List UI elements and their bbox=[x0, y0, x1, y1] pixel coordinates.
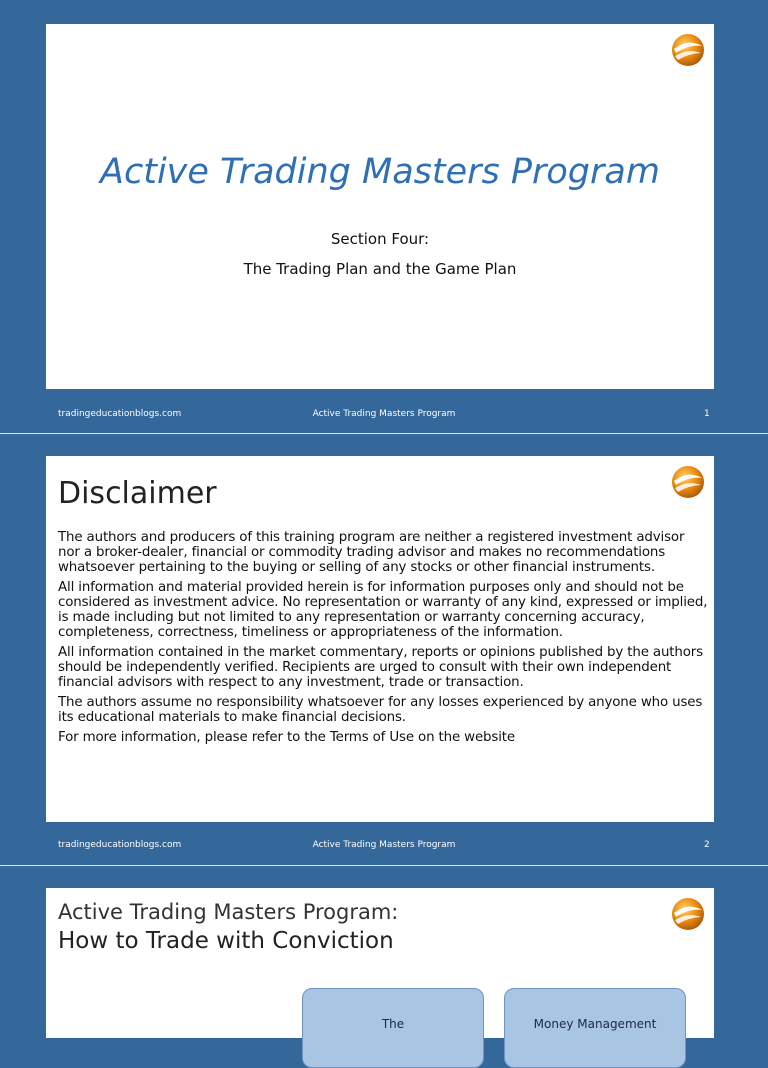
footer-site: tradingeducationblogs.com bbox=[58, 409, 182, 419]
slide-divider bbox=[0, 433, 768, 434]
slide-1 bbox=[46, 24, 714, 389]
footer-page-number: 1 bbox=[704, 409, 710, 419]
slide-title-line1: Active Trading Masters Program: bbox=[58, 900, 399, 924]
slide-title-line2: How to Trade with Conviction bbox=[58, 928, 394, 954]
footer-site: tradingeducationblogs.com bbox=[58, 840, 182, 850]
footer-program: Active Trading Masters Program bbox=[312, 409, 456, 419]
disclaimer-paragraph: All information contained in the market commentary, reports or opinions published by the authors should be independently verified. Recipients are urged to consult with their own independent financial advisors with respect to any investment, trade or transaction. bbox=[58, 645, 703, 690]
slide-divider bbox=[0, 865, 768, 866]
disclaimer-body bbox=[58, 530, 708, 750]
slide-2 bbox=[46, 456, 714, 822]
diagram-box-money-management: Money Management bbox=[504, 988, 686, 1068]
disclaimer-paragraph: All information and material provided herein is for information purposes only and should not be considered as investment advice. No representation or warranty of any kind, expressed or implied, is made including but not limited to any representation or warranty concerning accuracy, completeness, correctness, timeliness or appropriateness of the information. bbox=[58, 580, 708, 640]
company-logo-icon bbox=[670, 896, 706, 932]
disclaimer-paragraph: For more information, please refer to the Terms of Use on the website bbox=[58, 730, 515, 745]
slide-title: Disclaimer bbox=[58, 476, 217, 511]
slide-2-footer bbox=[0, 840, 768, 854]
slide-3 bbox=[46, 888, 714, 1038]
company-logo-icon bbox=[670, 464, 706, 500]
slide-1-footer bbox=[0, 409, 768, 423]
slide-subtitle-section: Section Four: bbox=[330, 230, 430, 248]
disclaimer-paragraph: The authors assume no responsibility whatsoever for any losses experienced by anyone who uses its educational materials to make financial decisions. bbox=[58, 695, 703, 725]
footer-page-number: 2 bbox=[704, 840, 710, 850]
diagram-box-the: The bbox=[302, 988, 484, 1068]
company-logo-icon bbox=[670, 32, 706, 68]
slide-title: Active Trading Masters Program bbox=[100, 152, 660, 192]
slide-subtitle-topic: The Trading Plan and the Game Plan bbox=[243, 260, 517, 278]
footer-program: Active Trading Masters Program bbox=[312, 840, 456, 850]
disclaimer-paragraph: The authors and producers of this training program are neither a registered investment advisor nor a broker-dealer, financial or commodity trading advisor and makes no recommendations whatsoever pertaining to the buying or selling of any stocks or other financial instruments. bbox=[58, 530, 685, 575]
